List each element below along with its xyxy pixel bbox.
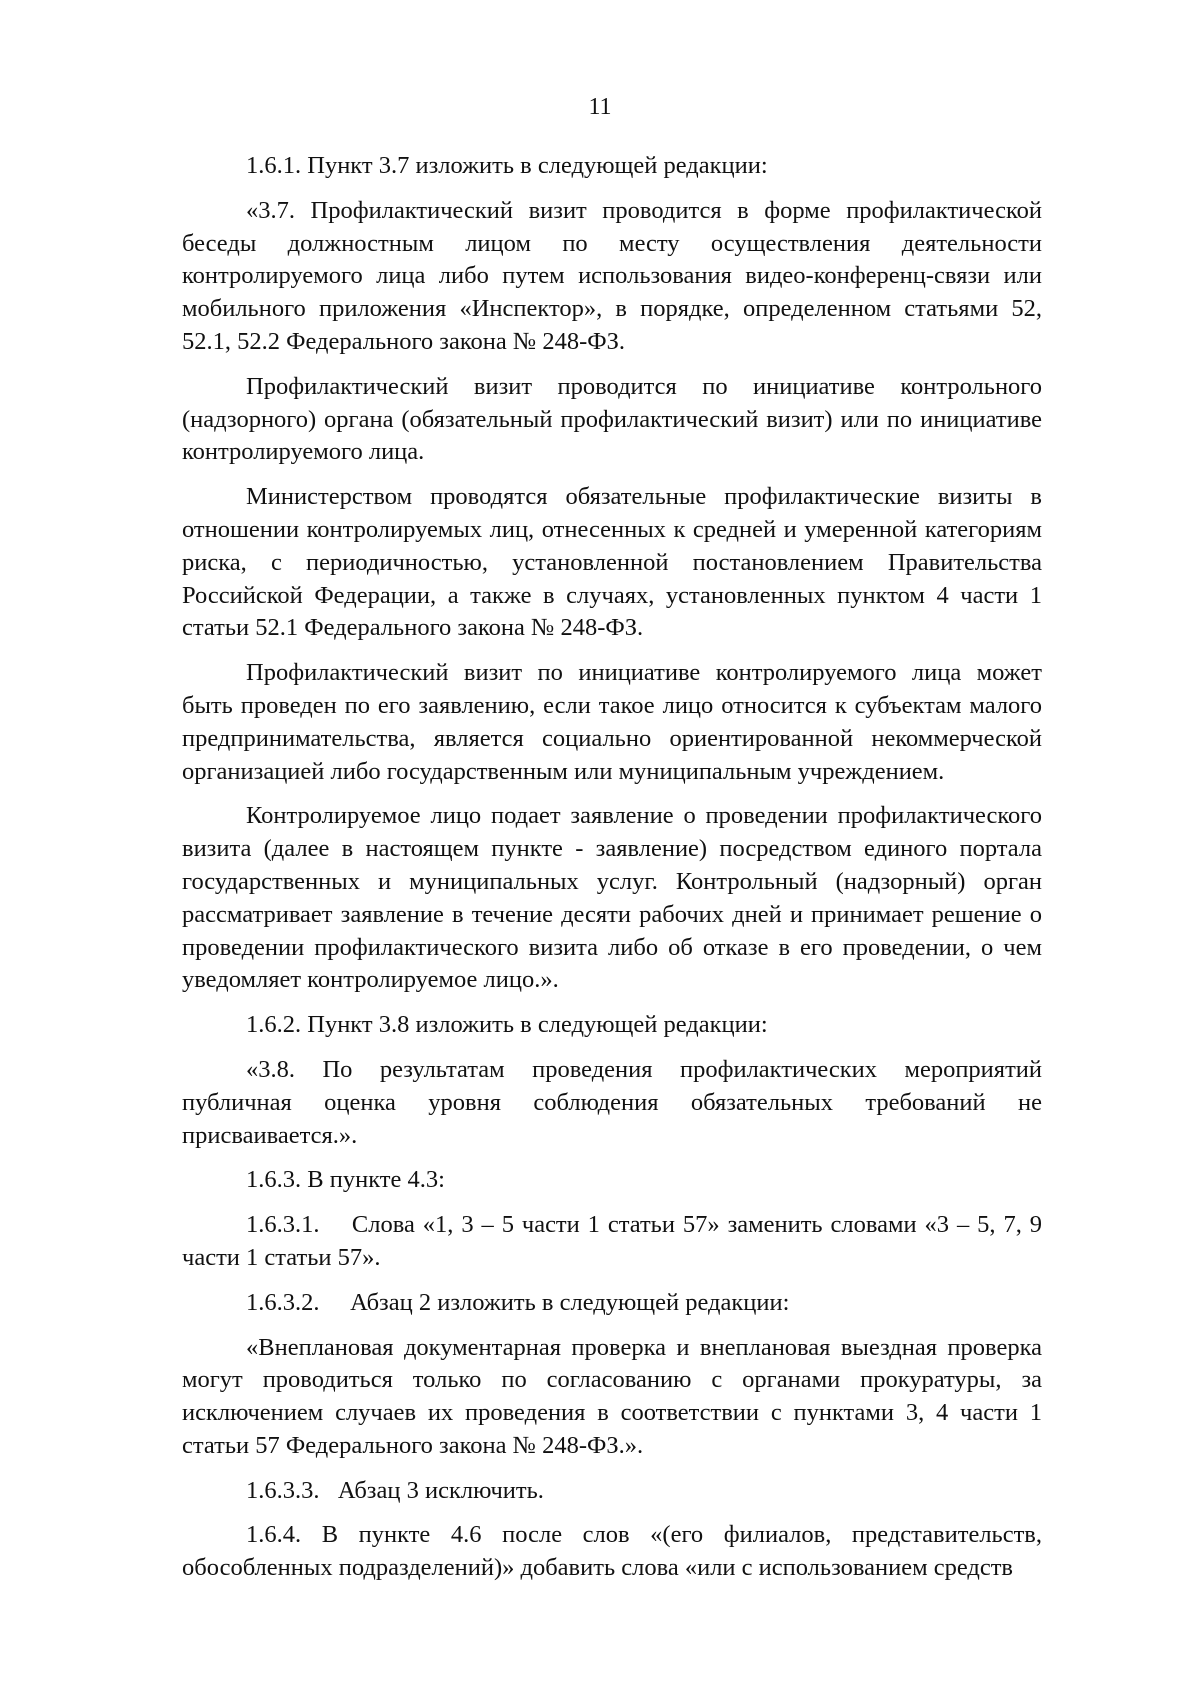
paragraph-3-7: «3.7. Профилактический визит проводится в форме профилактической беседы должностным лицом по месту осуществления деятельности контролируемого лица либо путем использования видео-конференц-связи или мобильного приложения «Инспектор», в порядке, определенном статьями 52, 52.1, 52.2 Федерального закона № 248-ФЗ. — [182, 196, 1042, 355]
paragraph-application: Контролируемое лицо подает заявление о проведении профилактического визита (далее в настоящем пункте - заявление) посредством единого портала государственных и муниципальных услуг. Контрольный (надзорный) орган рассматривает заявление в течение десяти рабочих дней и принимает решение о проведении профилактического визита либо об отказе в его проведении, о чем уведомляет контролируемое лицо.». — [182, 802, 1042, 994]
paragraph-visit-initiative: Профилактический визит проводится по инициативе контрольного (надзорного) органа (обязательный профилактический визит) или по инициативе контролируемого лица. — [182, 372, 1042, 466]
paragraph-1-6-1: 1.6.1. Пункт 3.7 изложить в следующей редакции: — [246, 152, 768, 179]
paragraph-1-6-4: 1.6.4. В пункте 4.6 после слов «(его филиалов, представительств, обособленных подразделений)» добавить слова «или с использованием средств — [182, 1521, 1042, 1582]
page-number: 11 — [588, 94, 612, 120]
paragraph-1-6-3-3: 1.6.3.3. Абзац 3 исключить. — [246, 1476, 544, 1504]
paragraph-3-8: «3.8. По результатам проведения профилактических мероприятий публичная оценка уровня соблюдения обязательных требований не присваивается.». — [182, 1055, 1042, 1149]
paragraph-1-6-3: 1.6.3. В пункте 4.3: — [246, 1166, 445, 1194]
paragraph-visit-by-request: Профилактический визит по инициативе контролируемого лица может быть проведен по его заявлению, если такое лицо относится к субъектам малого предпринимательства, является социально ориентированной некоммерческой организацией либо государственным или муниципальным учреждением. — [182, 659, 1042, 785]
paragraph-1-6-3-2: 1.6.3.2. Абзац 2 изложить в следующей редакции: — [246, 1288, 790, 1316]
paragraph-unscheduled-inspection: «Внеплановая документарная проверка и внеплановая выездная проверка могут проводиться только по согласованию с органами прокуратуры, за исключением случаев их проведения в соответствии с пунктами 3, 4 части 1 статьи 57 Федерального закона № 248-ФЗ.». — [182, 1333, 1042, 1459]
paragraph-mandatory-visits: Министерством проводятся обязательные профилактические визиты в отношении контролируемых лиц, отнесенных к средней и умеренной категориям риска, с периодичностью, установленной постановлением Правительства Российской Федерации, а также в случаях, установленных пунктом 4 части 1 статьи 52.1 Федерального закона № 248-ФЗ. — [182, 483, 1042, 642]
paragraph-1-6-2: 1.6.2. Пункт 3.8 изложить в следующей редакции: — [246, 1011, 768, 1039]
document-body — [182, 150, 1042, 1597]
paragraph-1-6-3-1: 1.6.3.1. Слова «1, 3 – 5 части 1 статьи 57» заменить словами «3 – 5, 7, 9 части 1 статьи 57». — [182, 1211, 1042, 1271]
